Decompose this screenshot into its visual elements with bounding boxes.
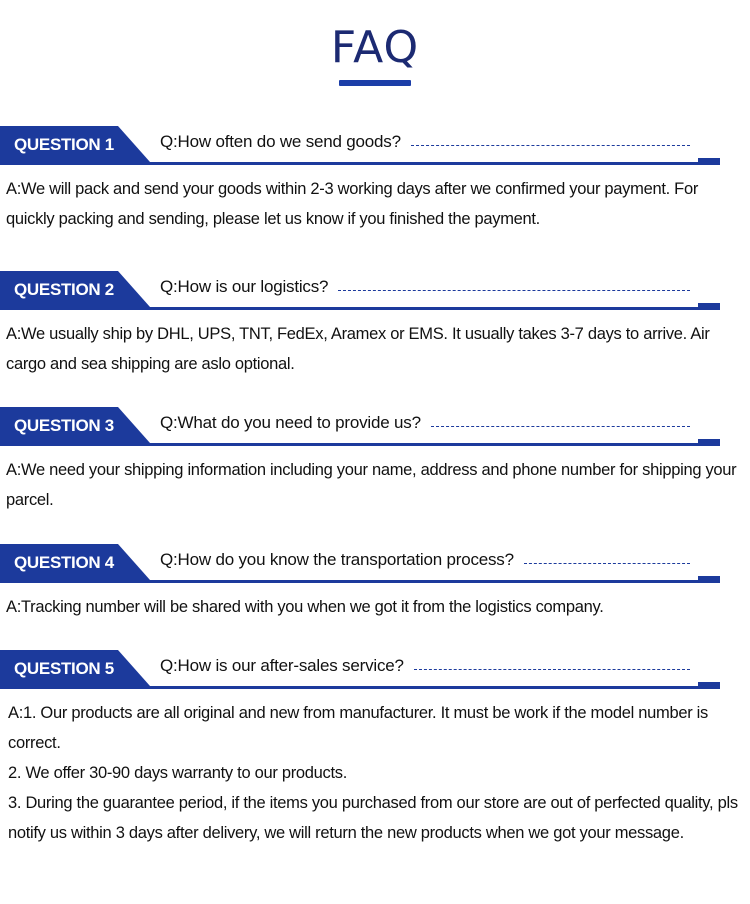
question-row bbox=[160, 130, 690, 154]
question-row bbox=[160, 548, 690, 572]
question-row bbox=[160, 654, 690, 678]
underline-end-block bbox=[698, 158, 720, 165]
header-underline bbox=[0, 580, 720, 583]
question-tab-label: QUESTION 1 bbox=[14, 135, 114, 154]
answer-text: A:We usually ship by DHL, UPS, TNT, FedEx, Aramex or EMS. It usually takes 3-7 days to arrive. Air cargo and sea shipping are aslo optional. bbox=[6, 325, 710, 373]
faq-item-3-answer bbox=[6, 455, 746, 515]
header-underline bbox=[0, 686, 720, 689]
question-text: Q:How do you know the transportation process? bbox=[160, 550, 514, 569]
dashed-divider bbox=[524, 563, 690, 564]
faq-item-2-header bbox=[0, 271, 750, 311]
faq-header bbox=[0, 22, 750, 86]
question-text: Q:How often do we send goods? bbox=[160, 132, 401, 151]
question-row bbox=[160, 275, 690, 299]
answer-text: A:Tracking number will be shared with you when we got it from the logistics company. bbox=[6, 598, 604, 616]
underline-end-block bbox=[698, 303, 720, 310]
question-tab-label: QUESTION 5 bbox=[14, 659, 114, 678]
title-underline bbox=[339, 80, 411, 86]
faq-item-1-header bbox=[0, 126, 750, 166]
question-text: Q:What do you need to provide us? bbox=[160, 413, 421, 432]
dashed-divider bbox=[411, 145, 690, 146]
faq-item-1-answer bbox=[6, 174, 746, 234]
header-underline bbox=[0, 307, 720, 310]
dashed-divider bbox=[414, 669, 690, 670]
faq-item-3-header bbox=[0, 407, 750, 447]
underline-end-block bbox=[698, 439, 720, 446]
header-underline bbox=[0, 443, 720, 446]
page-title: FAQ bbox=[330, 22, 420, 73]
question-tab-label: QUESTION 2 bbox=[14, 280, 114, 299]
faq-item-5-answer bbox=[8, 698, 748, 848]
faq-item-2-answer bbox=[6, 319, 746, 379]
faq-item-5-header bbox=[0, 650, 750, 690]
faq-item-4-header bbox=[0, 544, 750, 584]
dashed-divider bbox=[431, 426, 690, 427]
underline-end-block bbox=[698, 576, 720, 583]
answer-text: A:We need your shipping information including your name, address and phone number for shipping your parcel. bbox=[6, 461, 737, 509]
question-tab-label: QUESTION 3 bbox=[14, 416, 114, 435]
question-row bbox=[160, 411, 690, 435]
header-underline bbox=[0, 162, 720, 165]
question-text: Q:How is our logistics? bbox=[160, 277, 329, 296]
question-tab-label: QUESTION 4 bbox=[14, 553, 114, 572]
answer-text: 2. We offer 30-90 days warranty to our products. bbox=[8, 764, 348, 782]
faq-item-4-answer bbox=[6, 592, 746, 622]
answer-text: A:We will pack and send your goods within 2-3 working days after we confirmed your payment. For quickly packing and sending, please let us know if you finished the payment. bbox=[6, 180, 699, 228]
underline-end-block bbox=[698, 682, 720, 689]
dashed-divider bbox=[338, 290, 690, 291]
answer-text: 3. During the guarantee period, if the items you purchased from our store are out of perfected quality, pls notify us within 3 days after delivery, we will return the new products when we got your message. bbox=[8, 794, 738, 842]
question-text: Q:How is our after-sales service? bbox=[160, 656, 404, 675]
answer-text: A:1. Our products are all original and new from manufacturer. It must be work if the model number is correct. bbox=[8, 704, 708, 752]
